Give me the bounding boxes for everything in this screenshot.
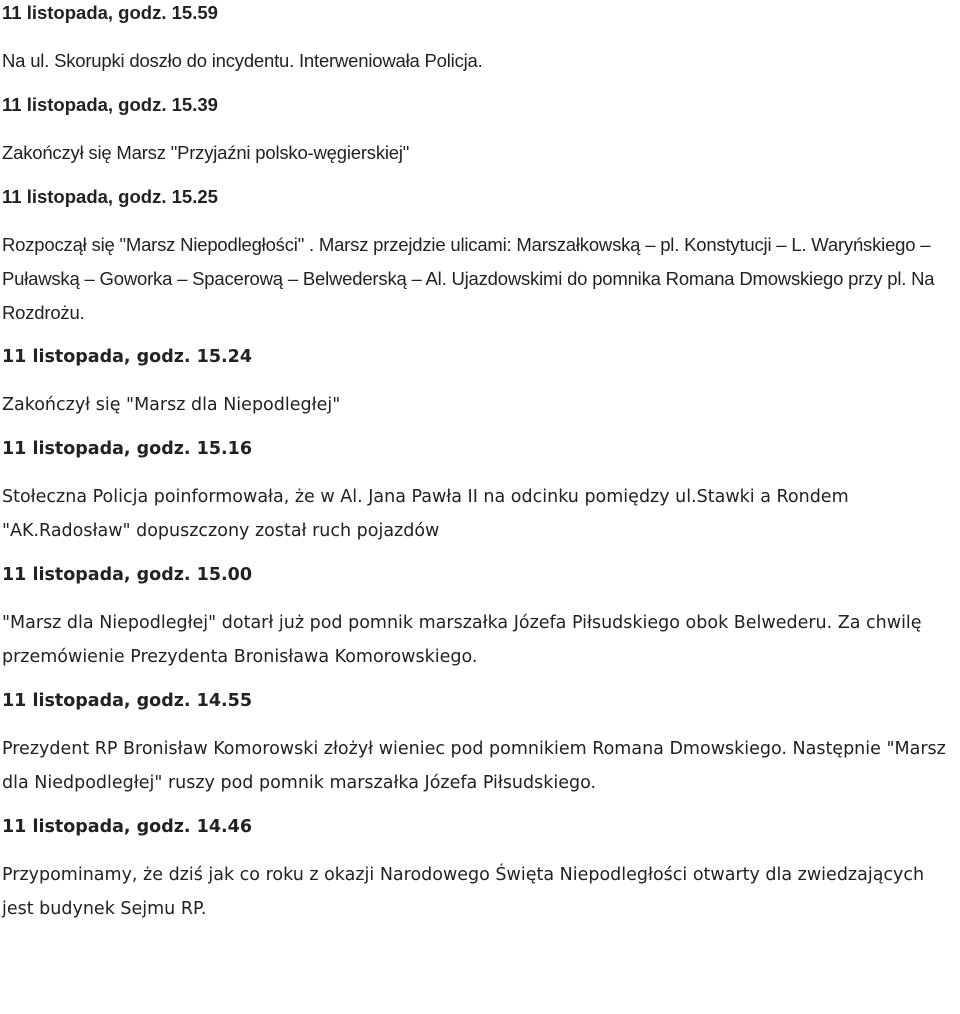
entry-timestamp: 11 listopada, godz. 15.25 [2,186,218,207]
entry-timestamp: 11 listopada, godz. 14.46 [2,817,253,837]
entry-text: Na ul. Skorupki doszło do incydentu. Interweniowała Policja. [2,50,483,71]
entry-text: Zakończył się "Marsz dla Niepodległej" [2,395,341,415]
entry-text: "Marsz dla Niepodległej" dotarł już pod pomnik marszałka Józefa Piłsudskiego obok Belwederu. Za chwilę przemówienie Prezydenta Bronisława Komorowskiego. [2,613,922,667]
entry-timestamp: 11 listopada, godz. 15.59 [2,2,218,23]
feed-entry [2,92,960,170]
entry-timestamp: 11 listopada, godz. 14.55 [2,691,253,711]
entry-text: Przypominamy, że dziś jak co roku z okazji Narodowego Święta Niepodległości otwarty dla zwiedzających jest budynek Sejmu RP. [2,865,925,919]
entry-text: Stołeczna Policja poinformowała, że w Al. Jana Pawła II na odcinku pomiędzy ul.Stawki a Rondem "AK.Radosław" dopuszczony został ruch pojazdów [2,487,849,541]
entry-text: Zakończył się Marsz "Przyjaźni polsko-węgierskiej" [2,142,410,163]
entry-timestamp: 11 listopada, godz. 15.16 [2,439,253,459]
entry-timestamp: 11 listopada, godz. 15.39 [2,94,218,115]
entry-timestamp: 11 listopada, godz. 15.00 [2,565,253,585]
feed-entry [2,436,960,548]
feed-entry [2,0,960,78]
feed-entry [2,688,960,800]
feed-entry [2,814,960,926]
entry-text: Prezydent RP Bronisław Komorowski złożył wieniec pod pomnikiem Romana Dmowskiego. Następnie "Marsz dla Niedpodległej" ruszy pod pomnik marszałka Józefa Piłsudskiego. [2,739,946,793]
feed-entry [2,562,960,674]
entry-text: Rozpoczął się "Marsz Niepodległości" . Marsz przejdzie ulicami: Marszałkowską – pl. Konstytucji – L. Waryńskiego – Puławską – Goworka – Spacerową – Belwederską – Al. Ujazdowskimi do pomnika Romana Dmowskiego przy pl. Na Rozdrożu. [2,234,935,323]
feed-entry [2,344,960,422]
entry-timestamp: 11 listopada, godz. 15.24 [2,347,253,367]
feed-entry [2,184,960,330]
news-feed [2,0,960,940]
